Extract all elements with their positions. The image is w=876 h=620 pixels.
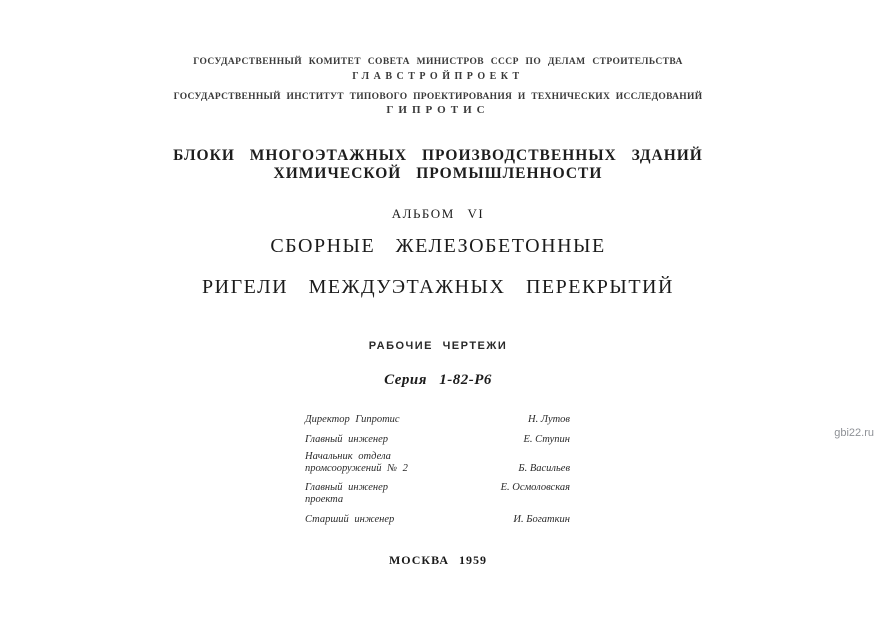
signature-name: Н. Лутов (528, 414, 570, 425)
signature-role: Старший инженер (305, 514, 395, 525)
signature-name: Б. Васильев (518, 463, 570, 474)
signature-role: Главный инженер (305, 434, 388, 445)
header-institute-abbreviation: ГИПРОТИС (386, 104, 490, 116)
series-title-line-2: ХИМИЧЕСКОЙ ПРОМЫШЛЕННОСТИ (273, 165, 603, 182)
series-code: Серия 1-82-Р6 (384, 372, 492, 388)
signature-row (305, 514, 570, 526)
signature-name: Е. Осмоловская (500, 482, 570, 493)
signature-name: Е. Ступин (523, 434, 570, 445)
signature-row (305, 414, 570, 426)
signature-role: Начальник отдела промсооружений № 2 (305, 451, 408, 474)
header-committee-line: ГОСУДАРСТВЕННЫЙ КОМИТЕТ СОВЕТА МИНИСТРОВ СССР ПО ДЕЛАМ СТРОИТЕЛЬСТВА (193, 57, 683, 67)
signature-row (305, 482, 570, 506)
main-title-line-1: СБОРНЫЕ ЖЕЛЕЗОБЕТОННЫЕ (270, 235, 606, 257)
signature-row (305, 451, 570, 475)
document-type-label: РАБОЧИЕ ЧЕРТЕЖИ (368, 340, 508, 352)
site-watermark: gbi22.ru (834, 427, 874, 439)
signature-role: Директор Гипротис (305, 414, 400, 425)
series-title-line-1: БЛОКИ МНОГОЭТАЖНЫХ ПРОИЗВОДСТВЕННЫХ ЗДАНИЙ (173, 147, 703, 164)
signature-block (305, 414, 570, 526)
publication-city-year: МОСКВА 1959 (388, 553, 488, 567)
main-title-line-2: РИГЕЛИ МЕЖДУЭТАЖНЫХ ПЕРЕКРЫТИЙ (202, 276, 674, 298)
album-number: АЛЬБОМ VI (391, 206, 485, 221)
signature-name: И. Богаткин (513, 514, 570, 525)
signature-row (305, 434, 570, 446)
header-institute-full-name: ГОСУДАРСТВЕННЫЙ ИНСТИТУТ ТИПОВОГО ПРОЕКТИРОВАНИЯ И ТЕХНИЧЕСКИХ ИССЛЕДОВАНИЙ (173, 92, 703, 102)
header-org-name: ГЛАВСТРОЙПРОЕКТ (352, 71, 524, 82)
signature-role: Главный инженер проекта (305, 482, 388, 505)
